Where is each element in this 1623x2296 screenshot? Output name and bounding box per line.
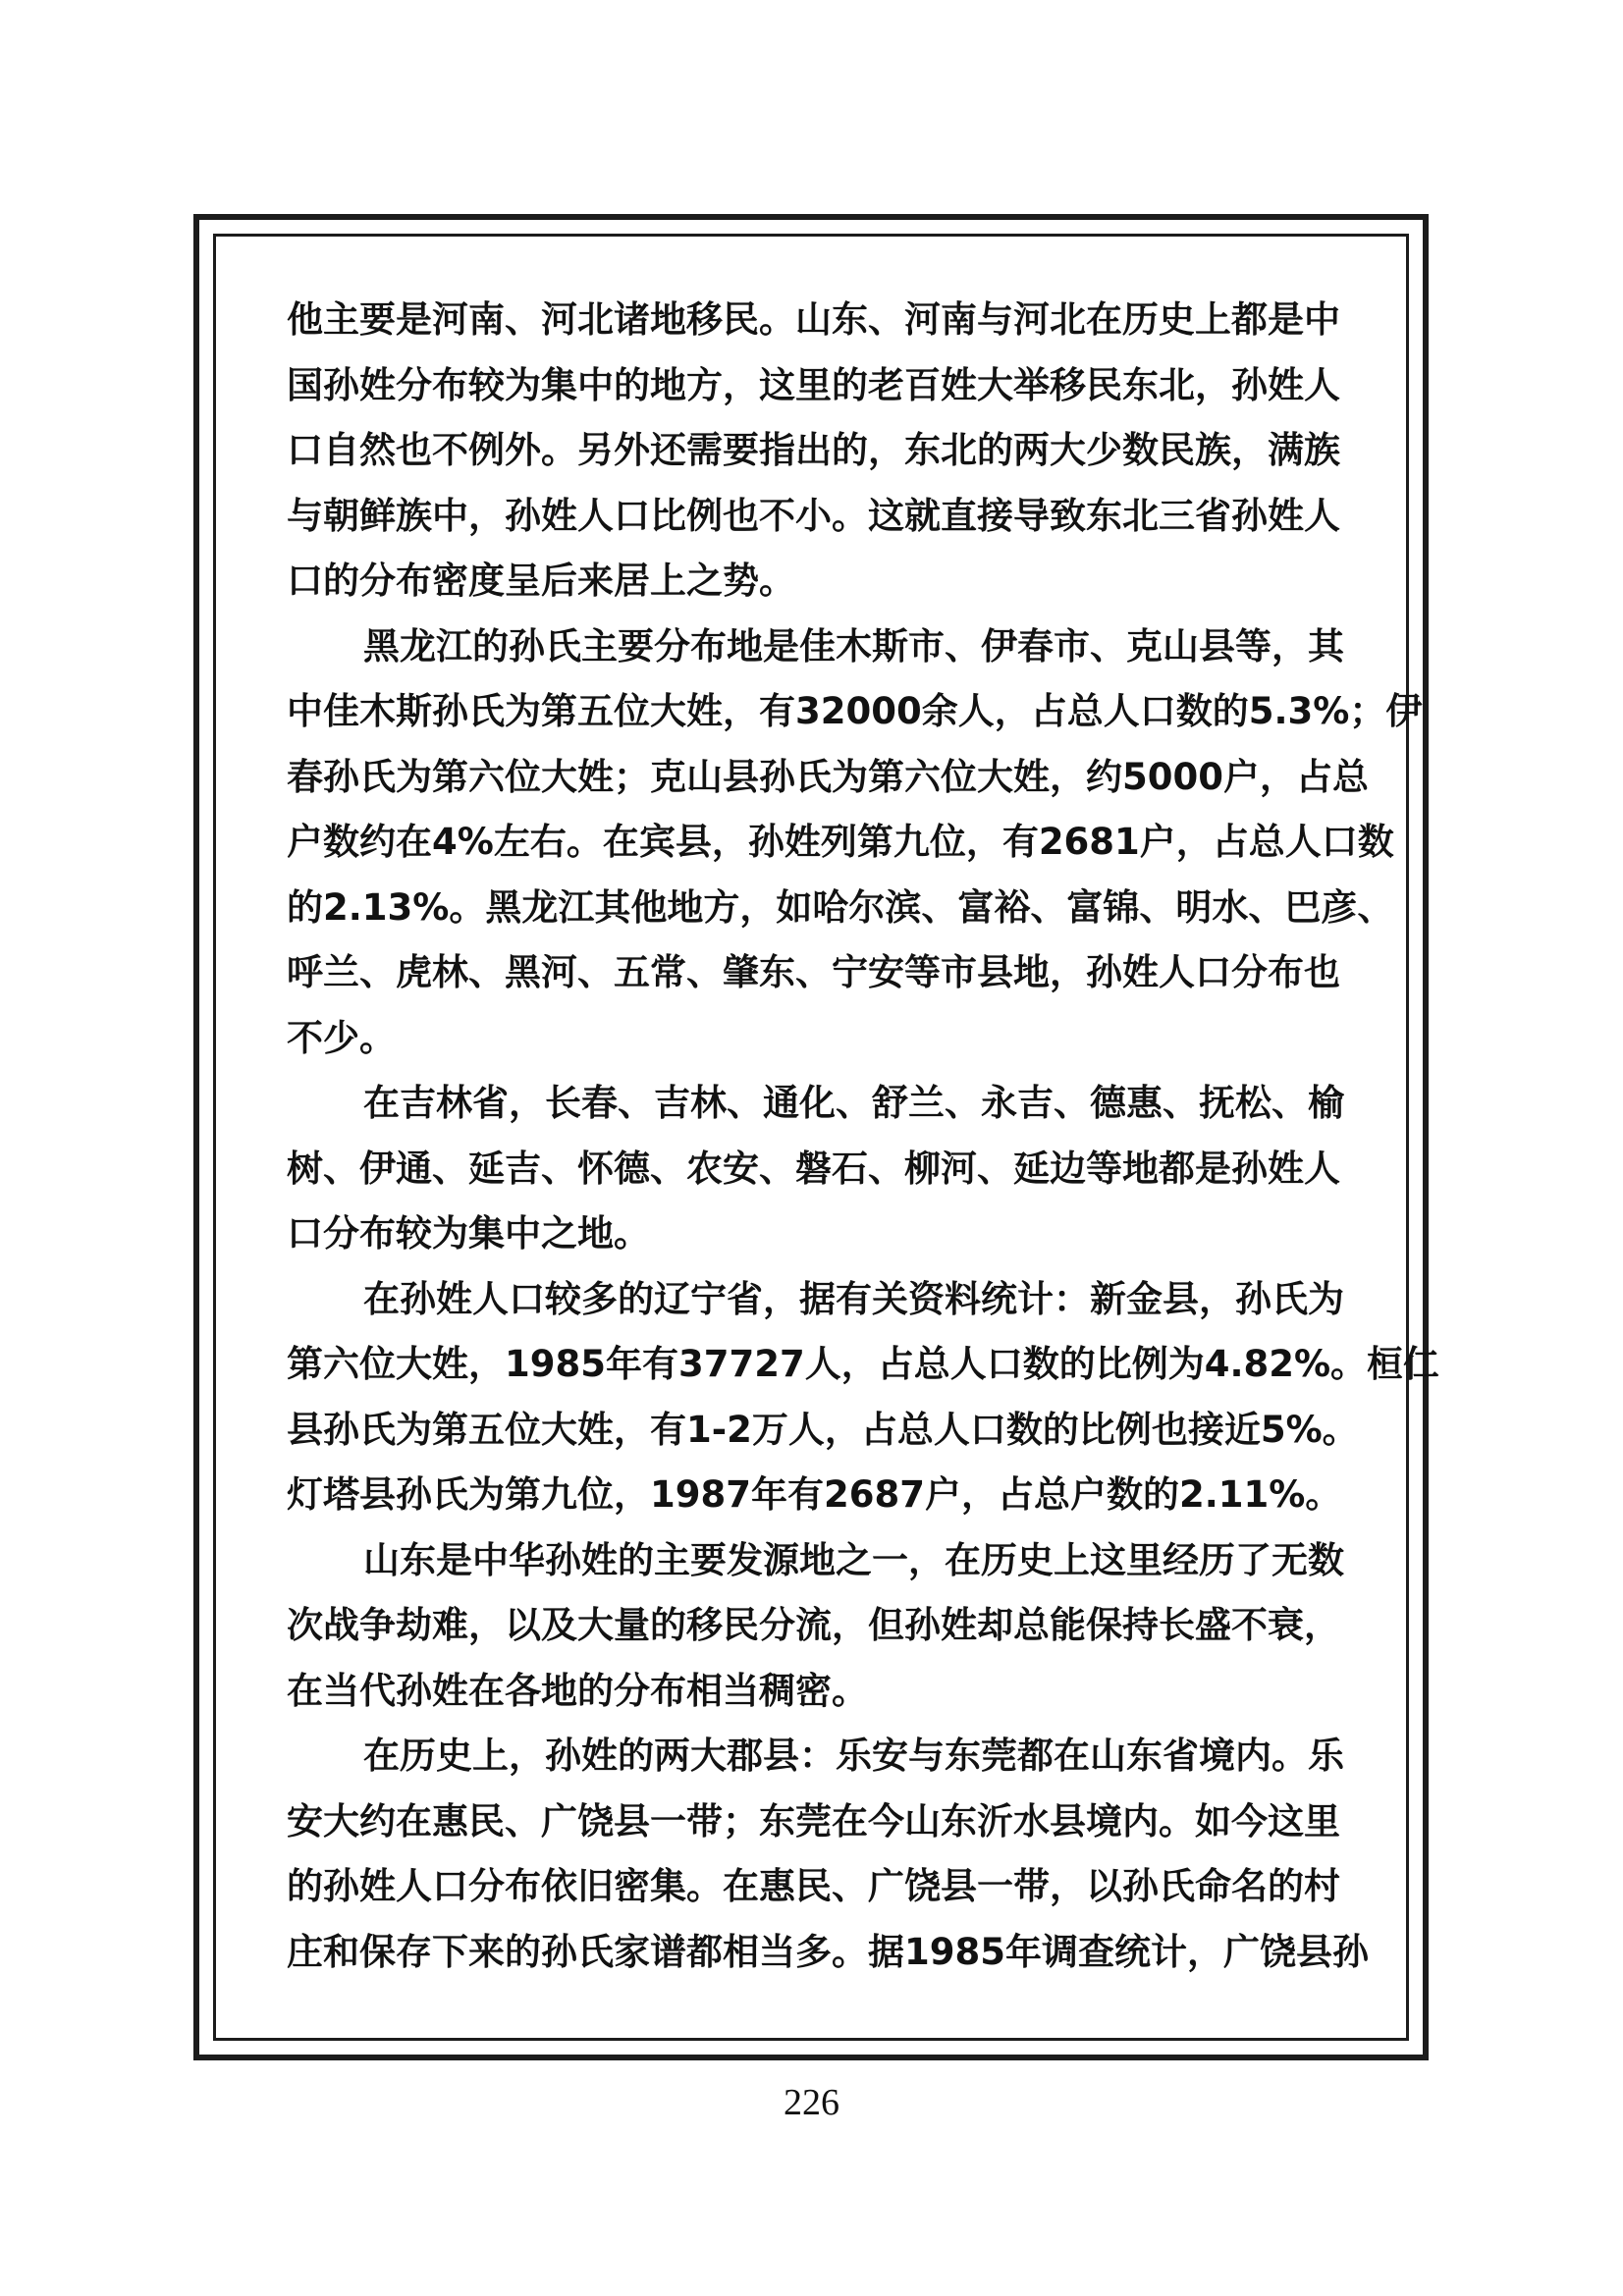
text-line: 庄和保存下来的孙氏家谱都相当多。据1985年调查统计，广饶县孙 (287, 1930, 1369, 1973)
text-line: 第六位大姓，1985年有37727人，占总人口数的比例为4.82%。桓仁 (287, 1343, 1440, 1385)
text-line: 安大约在惠民、广饶县一带；东莞在今山东沂水县境内。如今这里 (287, 1799, 1340, 1842)
text-line: 山东是中华孙姓的主要发源地之一，在历史上这里经历了无数 (363, 1538, 1344, 1581)
text-line: 在吉林省，长春、吉林、通化、舒兰、永吉、德惠、抚松、榆 (363, 1082, 1344, 1124)
text-line: 在当代孙姓在各地的分布相当稠密。 (287, 1669, 868, 1712)
text-line: 呼兰、虎林、黑河、五常、肇东、宁安等市县地，孙姓人口分布也 (287, 951, 1340, 993)
text-line: 在孙姓人口较多的辽宁省，据有关资料统计：新金县，孙氏为 (363, 1277, 1344, 1320)
text-line: 与朝鲜族中，孙姓人口比例也不小。这就直接导致东北三省孙姓人 (287, 494, 1340, 537)
text-line: 户数约在4%左右。在宾县，孙姓列第九位，有2681户，占总人口数 (287, 821, 1394, 863)
text-line: 口自然也不例外。另外还需要指出的，东北的两大少数民族，满族 (287, 429, 1340, 471)
text-line: 春孙氏为第六位大姓；克山县孙氏为第六位大姓，约5000户，占总 (287, 755, 1369, 798)
text-line: 不少。 (287, 1016, 396, 1059)
text-line: 他主要是河南、河北诸地移民。山东、河南与河北在历史上都是中 (287, 298, 1340, 341)
text-line: 黑龙江的孙氏主要分布地是佳木斯市、伊春市、克山县等，其 (363, 624, 1344, 667)
text-line: 灯塔县孙氏为第九位，1987年有2687户，占总户数的2.11%。 (287, 1473, 1342, 1516)
text-line: 的2.13%。黑龙江其他地方，如哈尔滨、富裕、富锦、明水、巴彦、 (287, 885, 1394, 929)
body-text (287, 288, 1440, 1985)
text-line: 的孙姓人口分布依旧密集。在惠民、广饶县一带，以孙氏命名的村 (287, 1865, 1340, 1907)
page-border-inner (213, 234, 1440, 2041)
text-line: 口的分布密度呈后来居上之势。 (287, 560, 795, 602)
text-line: 次战争劫难，以及大量的移民分流，但孙姓却总能保持长盛不衰， (287, 1604, 1340, 1646)
text-line: 中佳木斯孙氏为第五位大姓，有32000余人，占总人口数的5.3%；伊 (287, 690, 1423, 732)
page-border-outer (193, 214, 1440, 2060)
text-line: 国孙姓分布较为集中的地方，这里的老百姓大举移民东北，孙姓人 (287, 363, 1340, 406)
text-line: 口分布较为集中之地。 (287, 1212, 650, 1255)
text-line: 县孙氏为第五位大姓，有1-2万人，占总人口数的比例也接近5%。 (287, 1408, 1359, 1451)
text-line: 在历史上，孙姓的两大郡县：乐安与东莞都在山东省境内。乐 (363, 1735, 1344, 1777)
page-number: 226 (784, 2082, 839, 2123)
text-line: 树、伊通、延吉、怀德、农安、磐石、柳河、延边等地都是孙姓人 (287, 1147, 1340, 1190)
